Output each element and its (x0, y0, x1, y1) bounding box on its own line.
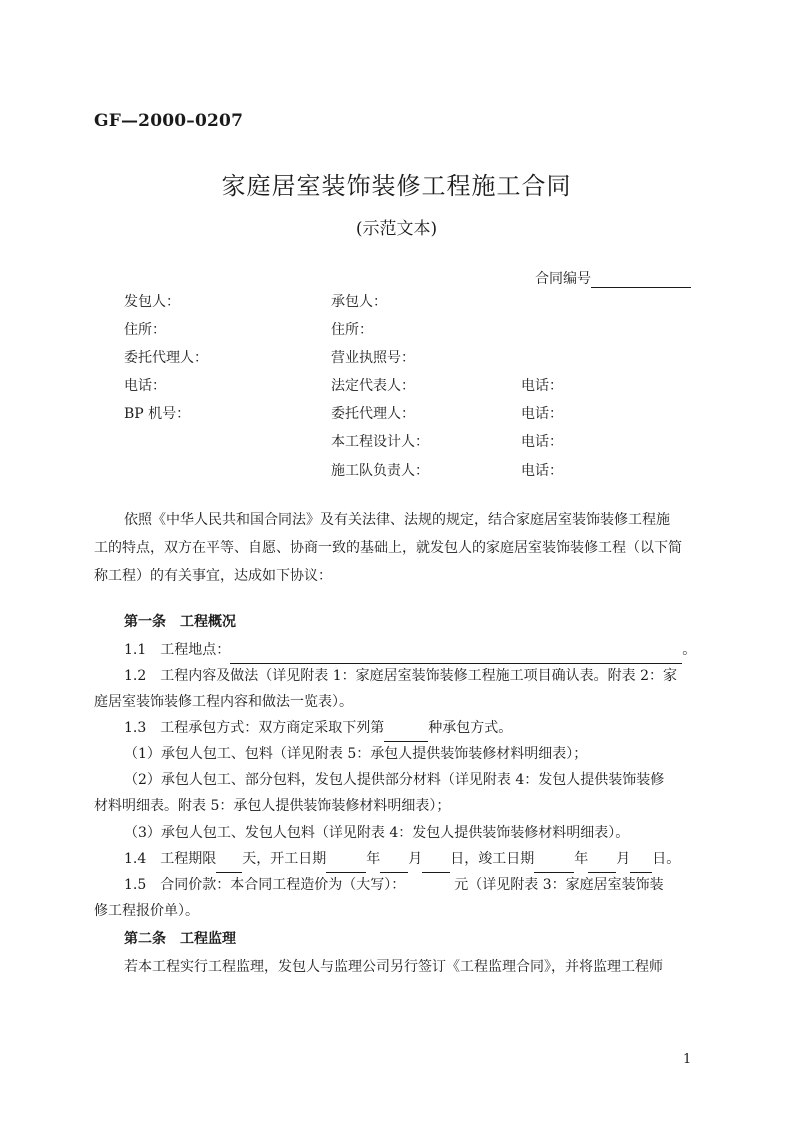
option-2-line-1: （2）承包人包工、部分包料，发包人提供部分材料（详见附表 4：发包人提供装饰装修 (124, 772, 665, 788)
duration-label: 1.4 工程期限 (124, 851, 217, 867)
client-label: 发包人： (124, 294, 180, 310)
contractor-label: 承包人： (331, 294, 387, 310)
intro-line-3: 称工程）的有关事宜，达成如下协议： (94, 568, 332, 584)
end-year-label: 年 (574, 851, 589, 867)
crew-leader-label: 施工队负责人： (331, 463, 429, 479)
clause-1-5-line-2: 修工程报价单）。 (94, 903, 199, 919)
agent-phone-label: 电话： (521, 406, 563, 422)
designer-label: 本工程设计人： (331, 434, 429, 450)
client-phone-label: 电话： (124, 378, 166, 394)
crew-leader-phone-label: 电话： (521, 463, 563, 479)
start-date-label: 天，开工日期 (242, 851, 327, 867)
end-date-label: 日，竣工日期 (450, 851, 535, 867)
option-3: （3）承包人包工、发包人包料（详见附表 4：发包人提供装饰装修材料明细表）。 (124, 825, 630, 841)
clause-1-1 (124, 636, 696, 664)
clause-1-1-label: 1.1 工程地点： (124, 642, 231, 658)
clause-1-4 (124, 845, 680, 873)
contractor-address-label: 住所： (331, 322, 373, 338)
client-agent-label: 委托代理人： (124, 350, 208, 366)
clause-1-1-end: 。 (682, 642, 697, 658)
page-title: 家庭居室装饰装修工程施工合同 (221, 172, 572, 200)
contract-number-label: 合同编号 (535, 271, 591, 287)
page-number: 1 (683, 1052, 692, 1067)
contract-number-blank[interactable] (591, 273, 691, 288)
representative-phone-label: 电话： (521, 378, 563, 394)
intro-line-1: 依照《中华人民共和国合同法》及有关法律、法规的规定，结合家庭居室装饰装修工程施 (124, 512, 670, 528)
clause-1-2-line-1: 1.2 工程内容及做法（详见附表 1：家庭居室装饰装修工程施工项目确认表。附表 2：家 (124, 668, 677, 684)
designer-phone-label: 电话： (521, 434, 563, 450)
article-1-heading: 第一条 工程概况 (124, 614, 236, 630)
client-address-label: 住所： (124, 322, 166, 338)
end-month-label: 月 (616, 851, 631, 867)
start-year-label: 年 (366, 851, 381, 867)
clause-1-3-end: 种承包方式。 (428, 720, 513, 736)
end-day-label: 日。 (652, 851, 681, 867)
clause-1-2-line-2: 庭居室装饰装修工程内容和做法一览表）。 (94, 694, 353, 710)
document-code: GF—2000–0207 (94, 111, 244, 131)
clause-1-3 (124, 714, 512, 742)
article-2-heading: 第二条 工程监理 (124, 931, 236, 947)
start-month-label: 月 (408, 851, 423, 867)
page-subtitle: (示范文本) (355, 219, 438, 239)
option-2-line-2: 材料明细表。附表 5：承包人提供装饰装修材料明细表）； (94, 798, 451, 814)
article-2-line-1: 若本工程实行工程监理，发包人与监理公司另行签订《工程监理合同》，并将监理工程师 (124, 959, 663, 975)
intro-line-2: 工的特点，双方在平等、自愿、协商一致的基础上，就发包人的家庭居室装饰装修工程（以下简 (94, 540, 682, 556)
option-1: （1）承包人包工、包料（详见附表 5：承包人提供装饰装修材料明细表）； (124, 746, 588, 762)
legal-representative-label: 法定代表人： (331, 378, 415, 394)
clause-1-5-line-1: 1.5 合同价款：本合同工程造价为（大写）： 元（详见附表 3：家庭居室装饰装 (124, 877, 664, 893)
client-pager-label: BP 机号： (124, 406, 191, 422)
clause-1-3-label: 1.3 工程承包方式：双方商定采取下列第 (124, 720, 385, 736)
contract-number (535, 268, 691, 288)
license-number-label: 营业执照号： (331, 350, 415, 366)
contractor-agent-label: 委托代理人： (331, 406, 415, 422)
